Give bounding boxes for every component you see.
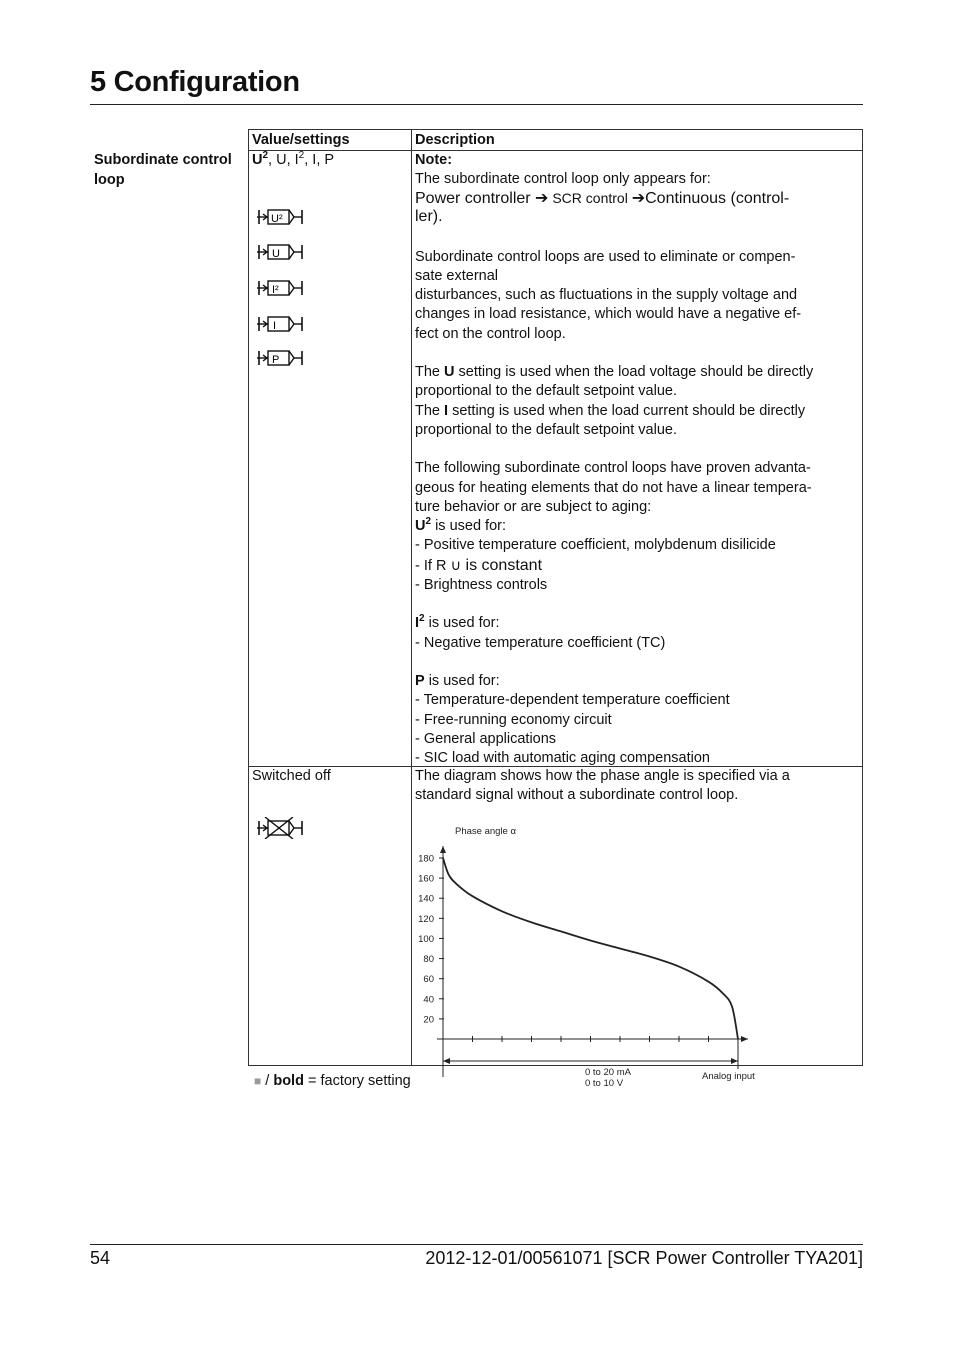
setting-values: $U^2$, U, $I^2$, I, P [252,150,335,168]
range-arrow-left-icon [443,1058,450,1064]
y-tick-label: 160 [418,873,434,885]
i-loop-icon [257,314,305,334]
note-label: Note: [415,152,453,168]
phase-angle-curve [443,858,738,1039]
y-tick-label: 40 [423,994,434,1006]
footer-rule [90,1244,863,1245]
x-range-label-ma: 0 to 20 mA [585,1067,631,1078]
x-axis-label: Analog input [702,1071,755,1082]
p-loop-icon [257,348,305,368]
switched-off-value: Switched off [252,768,331,784]
row-label: Subordinate control loop [94,152,232,188]
svg-text:U: U [272,248,280,260]
page-number: 54 [90,1248,111,1268]
i2-usage-paragraph: $I^2$ is used for: - Negative temperature coefficient (TC) [415,613,666,651]
y-tick-label: 140 [418,893,434,905]
u2-loop-icon [257,207,305,227]
y-tick-label: 120 [418,913,434,925]
x-axis-arrow-icon [741,1036,748,1042]
i2-loop-icon [257,278,305,298]
switched-off-icon [257,817,305,837]
description-header: Description [415,132,495,148]
value-u2: $U^2$ [252,150,269,168]
heating-elements-paragraph: The following subordinate control loops have proven advanta- geous for heating elements that do not have a linear tempera- ture behavior or are subject to aging: $U^2$ is used for: - Positive temperature coefficient, molybdenum disilicide - If R ∪ is constant - Brightness controls [415,460,812,594]
y-tick-label: 180 [418,853,434,865]
y-axis-label: Phase angle α [455,826,516,837]
row2-description: The diagram shows how the phase angle is specified via a standard signal without a subordinate control loop. [415,768,790,804]
row1-description [415,151,860,768]
p-usage-paragraph: P is used for: - Temperature-dependent temperature coefficient - Free-running economy circuit - General applications - SIC load with automatic aging compensation [415,672,730,767]
menu-path: Power controller ➔ SCR control ➔Continuous (control- ler). [415,189,790,225]
y-tick-label: 20 [423,1014,434,1026]
svg-text:I: I [273,320,277,332]
y-tick-label: 60 [423,974,434,986]
y-axis-arrow-icon [440,846,446,853]
svg-text:P: P [272,354,280,366]
factory-default-square-icon: ■ [254,1074,262,1088]
y-tick-label: 80 [423,954,434,966]
u-loop-icon [257,242,305,262]
disturbance-paragraph: Subordinate control loops are used to eliminate or compen- sate external disturbances, such as fluctuations in the supply voltage and changes in load resistance, which would have a negative ef- fect on the control loop. [415,248,802,342]
value-settings-header: Value/settings [252,132,350,148]
svg-text:I²: I² [272,284,279,296]
chapter-title: 5 Configuration [90,66,300,98]
range-arrow-right-icon [731,1058,738,1064]
document-reference: 2012-12-01/00561071 [SCR Power Controller TYA201] [425,1248,863,1268]
x-range-label-v: 0 to 10 V [585,1078,624,1089]
u-setting-paragraph: The U setting is used when the load voltage should be directly proportional to the default setpoint value. The I setting is used when the load current should be directly proportional to the default setpoint value. [415,364,814,438]
svg-text:U²: U² [271,213,283,225]
note-text: The subordinate control loop only appears for: [415,171,711,188]
y-tick-label: 100 [418,933,434,945]
column-divider [411,130,412,1065]
phase-angle-chart [415,816,755,1106]
title-rule [90,104,863,105]
footnote: ■ / bold = factory setting [254,1073,411,1089]
